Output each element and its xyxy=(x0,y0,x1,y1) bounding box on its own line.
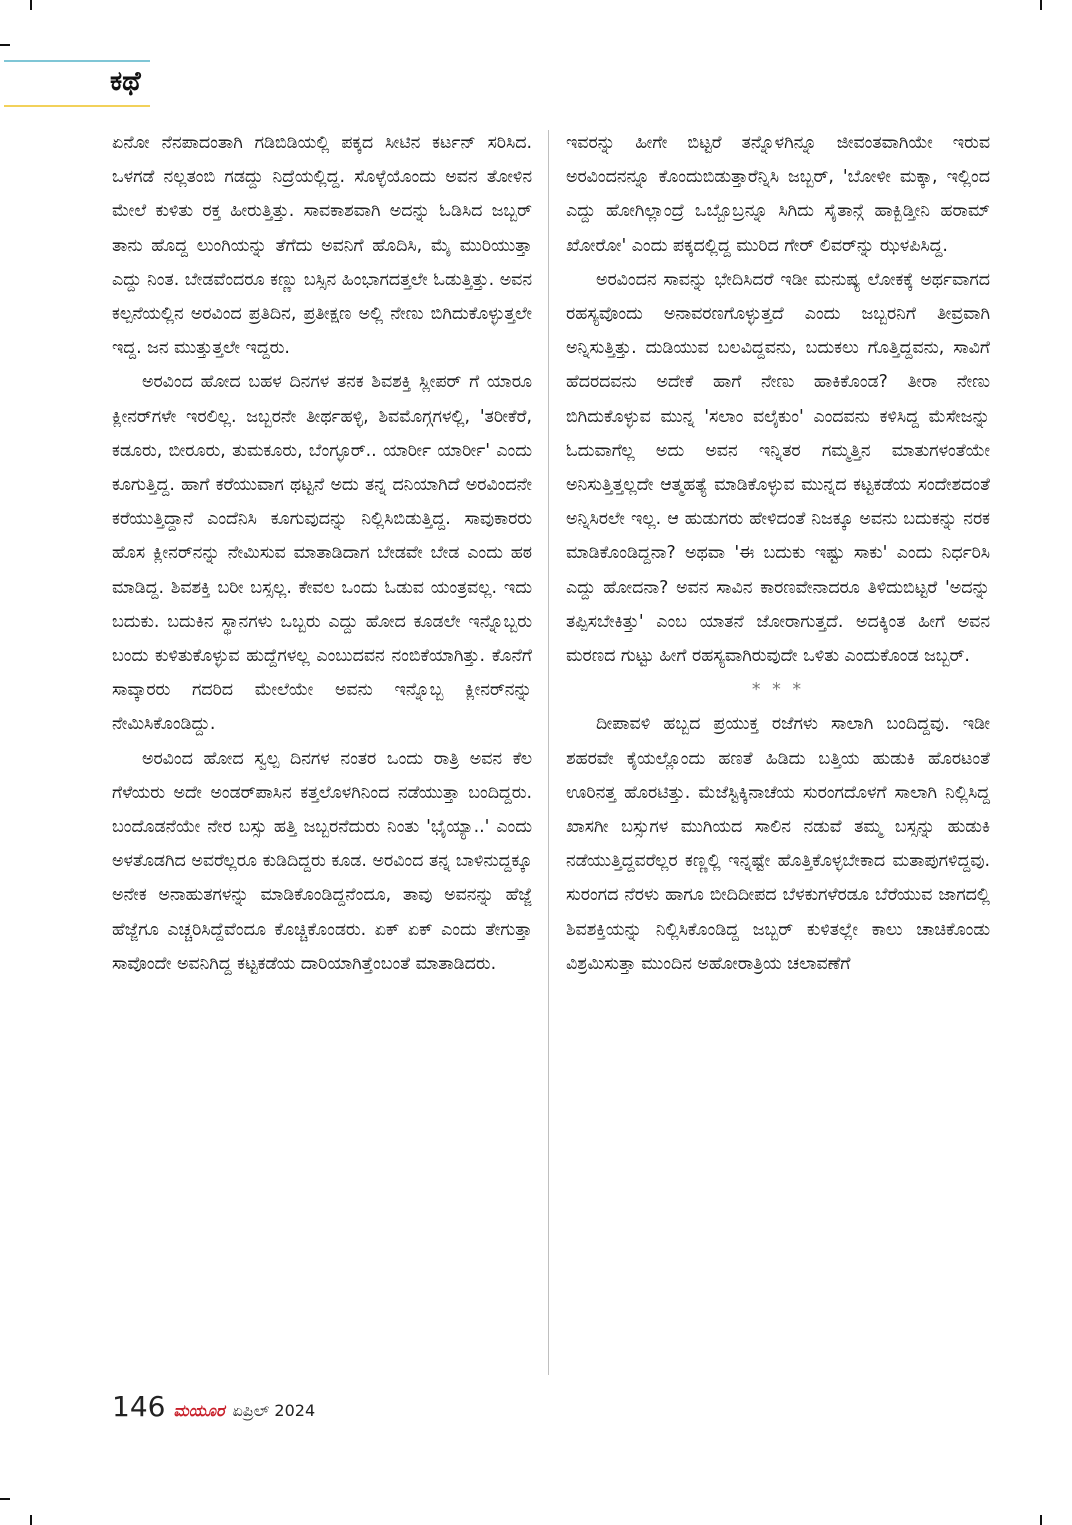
crop-mark-left-lower xyxy=(0,1498,10,1500)
left-paragraph-3: ಅರವಿಂದ ಹೋದ ಸ್ವಲ್ಪ ದಿನಗಳ ನಂತರ ಒಂದು ರಾತ್ರಿ ಅವನ ಕೆಲ ಗೆಳೆಯರು ಅದೇ ಅಂಡರ್‌ಪಾಸಿನ ಕತ್ತಲೊಳಗಿನಿಂದ ನಡೆಯುತ್ತಾ ಬಂದಿದ್ದರು. ಬಂದೊಡನೆಯೇ ನೇರ ಬಸ್ಸು ಹತ್ತಿ ಜಬ್ಬರನೆದುರು ನಿಂತು 'ಭೈಯ್ಯಾ..' ಎಂದು ಅಳತೊಡಗಿದ ಅವರೆಲ್ಲರೂ ಕುಡಿದಿದ್ದರು ಕೂಡ. ಅರವಿಂದ ತನ್ನ ಬಾಳಿನುದ್ದಕ್ಕೂ ಅನೇಕ ಅನಾಹುತಗಳನ್ನು ಮಾಡಿಕೊಂಡಿದ್ದನೆಂದೂ, ತಾವು ಅವನನ್ನು ಹೆಜ್ಜೆ ಹೆಜ್ಜೆಗೂ ಎಚ್ಚರಿಸಿದ್ದೆವೆಂದೂ ಕೊಚ್ಚಿಕೊಂಡರು. ಏಕ್ ಏಕ್ ಎಂದು ತೇಗುತ್ತಾ ಸಾವೊಂದೇ ಅವನಿಗಿದ್ದ ಕಟ್ಟಕಡೆಯ ದಾರಿಯಾಗಿತ್ತೆಂಬಂತೆ ಮಾತಾಡಿದರು. xyxy=(112,748,532,974)
left-paragraph-1: ಏನೋ ನೆನಪಾದಂತಾಗಿ ಗಡಿಬಿಡಿಯಲ್ಲಿ ಪಕ್ಕದ ಸೀಟಿನ ಕರ್ಟನ್ ಸರಿಸಿದ. ಒಳಗಡೆ ನಲ್ಲತಂಬಿ ಗಡದ್ದು ನಿದ್ರೆಯಲ್ಲಿದ್ದ. ಸೊಳ್ಳೆಯೊಂದು ಅವನ ತೋಳಿನ ಮೇಲೆ ಕುಳಿತು ರಕ್ತ ಹೀರುತ್ತಿತ್ತು. ಸಾವಕಾಶವಾಗಿ ಅದನ್ನು ಓಡಿಸಿದ ಜಬ್ಬರ್ ತಾನು ಹೊದ್ದ ಲುಂಗಿಯನ್ನು ತೆಗೆದು ಅವನಿಗೆ ಹೊದಿಸಿ, ಮೈ ಮುರಿಯುತ್ತಾ ಎದ್ದು ನಿಂತ. ಬೇಡವೆಂದರೂ ಕಣ್ಣು ಬಸ್ಸಿನ ಹಿಂಭಾಗದತ್ತಲೇ ಓಡುತ್ತಿತ್ತು. ಅವನ ಕಲ್ಪನೆಯಲ್ಲಿನ ಅರವಿಂದ ಪ್ರತಿದಿನ, ಪ್ರತೀಕ್ಷಣ ಅಲ್ಲಿ ನೇಣು ಬಿಗಿದುಕೊಳ್ಳುತ್ತಲೇ ಇದ್ದ. ಜನ ಮುತ್ತುತ್ತಲೇ ಇದ್ದರು. xyxy=(112,133,532,359)
right-paragraph-1: ಇವರನ್ನು ಹೀಗೇ ಬಿಟ್ಟರೆ ತನ್ನೊಳಗಿನ್ನೂ ಜೀವಂತವಾಗಿಯೇ ಇರುವ ಅರವಿಂದನನ್ನೂ ಕೊಂದುಬಿಡುತ್ತಾರೆನ್ನಿಸಿ ಜಬ್ಬರ್, 'ಬೋಳೀ ಮಕ್ಕಾ, ಇಲ್ಲಿಂದ ಎದ್ದು ಹೋಗಿಲ್ಲಾಂದ್ರೆ ಒಬ್ಬೊಬ್ರನ್ನೂ ಸಿಗಿದು ಸೈತಾನ್ಗೆ ಹಾಕ್ಬಿಡ್ತೀನಿ ಹರಾಮ್ ಖೋರೋ' ಎಂದು ಪಕ್ಕದಲ್ಲಿದ್ದ ಮುರಿದ ಗೇರ್ ಲಿವರ್‌ನ್ನು ಝಳಪಿಸಿದ್ದ. xyxy=(566,133,990,256)
right-paragraph-3: ದೀಪಾವಳಿ ಹಬ್ಬದ ಪ್ರಯುಕ್ತ ರಜೆಗಳು ಸಾಲಾಗಿ ಬಂದಿದ್ದವು. ಇಡೀ ಶಹರವೇ ಕೈಯಲ್ಲೊಂದು ಹಣತೆ ಹಿಡಿದು ಬತ್ತಿಯ ಹುಡುಕಿ ಹೊರಟಂತೆ ಊರಿನತ್ತ ಹೊರಟಿತ್ತು. ಮೆಜೆಸ್ಟಿಕ್ಕಿನಾಚೆಯ ಸುರಂಗದೊಳಗೆ ಸಾಲಾಗಿ ನಿಲ್ಲಿಸಿದ್ದ ಖಾಸಗೀ ಬಸ್ಸುಗಳ ಮುಗಿಯದ ಸಾಲಿನ ನಡುವೆ ತಮ್ಮ ಬಸ್ಸನ್ನು ಹುಡುಕಿ ನಡೆಯುತ್ತಿದ್ದವರೆಲ್ಲರ ಕಣ್ಣಲ್ಲಿ ಇನ್ನಷ್ಟೇ ಹೊತ್ತಿಕೊಳ್ಳಬೇಕಾದ ಮತಾಪುಗಳಿದ್ದವು. ಸುರಂಗದ ನೆರಳು ಹಾಗೂ ಬೀದಿದೀಪದ ಬೆಳಕುಗಳೆರಡೂ ಬೆರೆಯುವ ಜಾಗದಲ್ಲಿ ಶಿವಶಕ್ತಿಯನ್ನು ನಿಲ್ಲಿಸಿಕೊಂಡಿದ್ದ ಜಬ್ಬರ್ ಕುಳಿತಲ್ಲೇ ಕಾಲು ಚಾಚಿಕೊಂಡು ವಿಶ್ರಮಿಸುತ್ತಾ ಮುಂದಿನ ಅಹೋರಾತ್ರಿಯ ಚಲಾವಣೆಗೆ xyxy=(566,714,990,974)
scene-separator: * * * xyxy=(751,680,805,701)
page-footer xyxy=(112,1390,315,1423)
right-paragraph-2: ಅರವಿಂದನ ಸಾವನ್ನು ಭೇದಿಸಿದರೆ ಇಡೀ ಮನುಷ್ಯ ಲೋಕಕ್ಕೆ ಅರ್ಥವಾಗದ ರಹಸ್ಯವೊಂದು ಅನಾವರಣಗೊಳ್ಳುತ್ತದೆ ಎಂದು ಜಬ್ಬರನಿಗೆ ತೀವ್ರವಾಗಿ ಅನ್ನಿಸುತ್ತಿತ್ತು. ದುಡಿಯುವ ಬಲವಿದ್ದವನು, ಬದುಕಲು ಗೊತ್ತಿದ್ದವನು, ಸಾವಿಗೆ ಹೆದರದವನು ಅದೇಕೆ ಹಾಗೆ ನೇಣು ಹಾಕಿಕೊಂಡ? ತೀರಾ ನೇಣು ಬಿಗಿದುಕೊಳ್ಳುವ ಮುನ್ನ 'ಸಲಾಂ ವಲೈಕುಂ' ಎಂದವನು ಕಳಿಸಿದ್ದ ಮೆಸೇಜನ್ನು ಓದುವಾಗೆಲ್ಲ ಅದು ಅವನ ಇನ್ನಿತರ ಗಮ್ಮತ್ತಿನ ಮಾತುಗಳಂತೆಯೇ ಅನಿಸುತ್ತಿತ್ತಲ್ಲದೇ ಆತ್ಮಹತ್ಯೆ ಮಾಡಿಕೊಳ್ಳುವ ಮುನ್ನದ ಕಟ್ಟಕಡೆಯ ಸಂದೇಶದಂತೆ ಅನ್ನಿಸಿರಲೇ ಇಲ್ಲ. ಆ ಹುಡುಗರು ಹೇಳಿದಂತೆ ನಿಜಕ್ಕೂ ಅವನು ಬದುಕನ್ನು ನರಕ ಮಾಡಿಕೊಂಡಿದ್ದನಾ? ಅಥವಾ 'ಈ ಬದುಕು ಇಷ್ಟು ಸಾಕು' ಎಂದು ನಿರ್ಧರಿಸಿ ಎದ್ದು ಹೋದನಾ? ಅವನ ಸಾವಿನ ಕಾರಣವೇನಾದರೂ ತಿಳಿದುಬಿಟ್ಟರೆ 'ಅದನ್ನು ತಪ್ಪಿಸಬೇಕಿತ್ತು' ಎಂಬ ಯಾತನೆ ಜೋರಾಗುತ್ತದೆ. ಅದಕ್ಕಿಂತ ಹೀಗೆ ಅವನ ಮರಣದ ಗುಟ್ಟು ಹೀಗೆ ರಹಸ್ಯವಾಗಿರುವುದೇ ಒಳಿತು ಎಂದುಕೊಂಡ ಜಬ್ಬರ್. xyxy=(566,269,990,667)
section-rule-bottom xyxy=(4,105,150,107)
magazine-logo: ಮಯೂರ xyxy=(173,1401,225,1420)
issue-date: ಏಪ್ರಿಲ್ 2024 xyxy=(232,1401,316,1420)
crop-mark-bottom-left xyxy=(30,1515,32,1525)
page-number: 146 xyxy=(112,1390,166,1423)
column-divider xyxy=(548,130,549,1375)
crop-mark-left-upper xyxy=(0,44,10,46)
crop-mark-top-left xyxy=(30,0,32,10)
crop-mark-top-right xyxy=(1040,0,1042,10)
section-label: ಕಥೆ xyxy=(110,66,141,97)
section-rule-top xyxy=(4,60,150,62)
left-paragraph-2: ಅರವಿಂದ ಹೋದ ಬಹಳ ದಿನಗಳ ತನಕ ಶಿವಶಕ್ತಿ ಸ್ಲೀಪರ್ ಗೆ ಯಾರೂ ಕ್ಲೀನರ್‌ಗಳೇ ಇರಲಿಲ್ಲ. ಜಬ್ಬರನೇ ತೀರ್ಥಹಳ್ಳಿ, ಶಿವಮೊಗ್ಗಗಳಲ್ಲಿ, 'ತರೀಕೆರೆ, ಕಡೂರು, ಬೀರೂರು, ತುಮಕೂರು, ಬೆಂಗ್ಳೂರ್.. ಯಾರ್ರೀ ಯಾರ್ರೀ' ಎಂದು ಕೂಗುತ್ತಿದ್ದ. ಹಾಗೆ ಕರೆಯುವಾಗ ಥಟ್ಟನೆ ಅದು ತನ್ನ ದನಿಯಾಗಿದೆ ಅರವಿಂದನೇ ಕರೆಯುತ್ತಿದ್ದಾನೆ ಎಂದೆನಿಸಿ ಕೂಗುವುದನ್ನು ನಿಲ್ಲಿಸಿಬಿಡುತ್ತಿದ್ದ. ಸಾವುಕಾರರು ಹೊಸ ಕ್ಲೀನರ್‌ನನ್ನು ನೇಮಿಸುವ ಮಾತಾಡಿದಾಗ ಬೇಡವೇ ಬೇಡ ಎಂದು ಹಠ ಮಾಡಿದ್ದ. ಶಿವಶಕ್ತಿ ಬರೀ ಬಸ್ಸಲ್ಲ. ಕೇವಲ ಒಂದು ಓಡುವ ಯಂತ್ರವಲ್ಲ. ಇದು ಬದುಕು. ಬದುಕಿನ ಸ್ಥಾನಗಳು ಒಬ್ಬರು ಎದ್ದು ಹೋದ ಕೂಡಲೇ ಇನ್ನೊಬ್ಬರು ಬಂದು ಕುಳಿತುಕೊಳ್ಳುವ ಹುದ್ದೆಗಳಲ್ಲ ಎಂಬುದವನ ನಂಬಿಕೆಯಾಗಿತ್ತು. ಕೊನೆಗೆ ಸಾವ್ಕಾರರು ಗದರಿದ ಮೇಲೆಯೇ ಅವನು ಇನ್ನೊಬ್ಬ ಕ್ಲೀನರ್‌ನನ್ನು ನೇಮಿಸಿಕೊಂಡಿದ್ದು. xyxy=(112,372,532,735)
crop-mark-bottom-right xyxy=(1040,1515,1042,1525)
left-column xyxy=(112,126,532,981)
right-column xyxy=(566,126,990,981)
